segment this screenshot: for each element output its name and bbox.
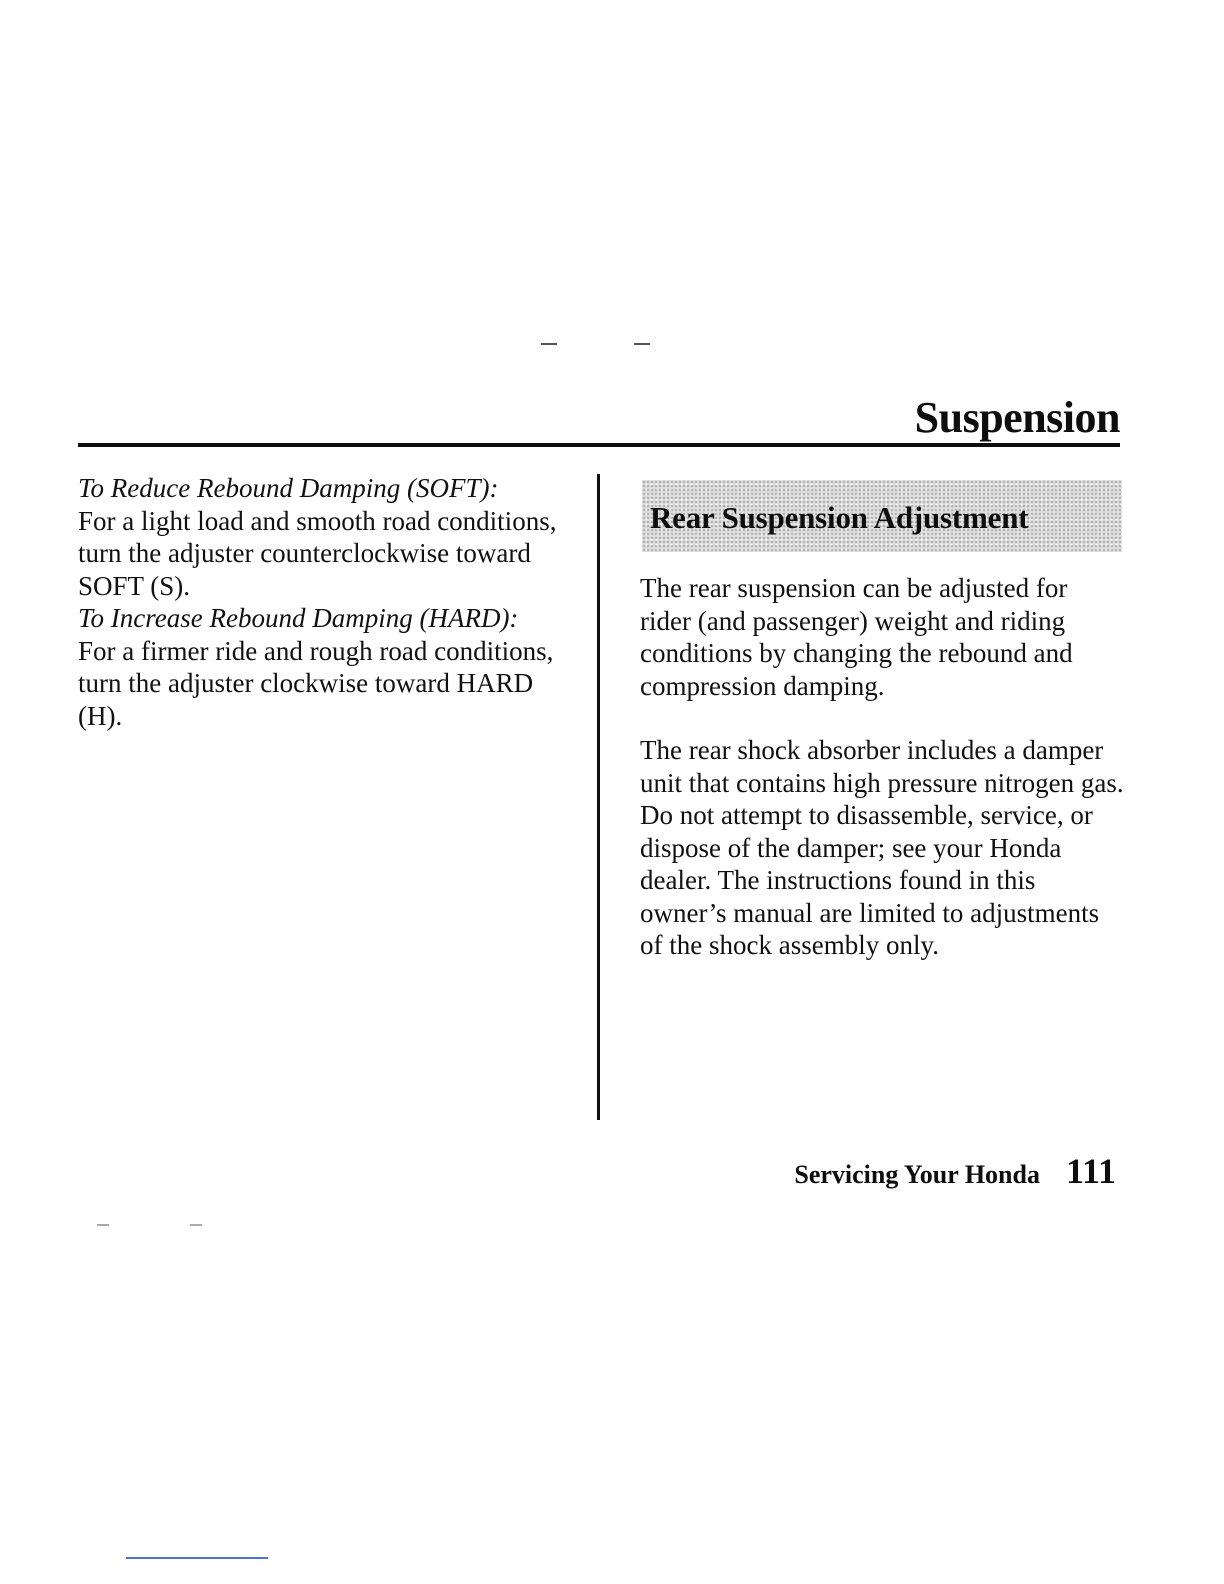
page-number: 111 bbox=[1065, 1151, 1116, 1191]
page-footer bbox=[794, 1150, 1116, 1192]
subheading-reduce-rebound: To Reduce Rebound Damping (SOFT): bbox=[78, 473, 499, 503]
left-column bbox=[78, 472, 578, 732]
scan-mark bbox=[541, 343, 557, 345]
footer-section-name: Servicing Your Honda bbox=[794, 1160, 1040, 1189]
scan-mark bbox=[97, 1224, 109, 1226]
paragraph-reduce-rebound: For a light load and smooth road conditions, turn the adjuster counterclockwise toward SOFT (S). bbox=[78, 505, 557, 601]
paragraph-increase-rebound: For a firmer ride and rough road conditions, turn the adjuster clockwise toward HARD (H). bbox=[78, 635, 554, 731]
scan-mark bbox=[190, 1224, 202, 1226]
section-title: Suspension bbox=[914, 393, 1120, 442]
right-column bbox=[640, 480, 1124, 962]
bottom-rule bbox=[126, 1557, 268, 1559]
title-rule bbox=[78, 443, 1120, 447]
rear-suspension-heading: Rear Suspension Adjustment bbox=[650, 500, 1029, 535]
column-divider bbox=[597, 474, 600, 1120]
heading-band bbox=[642, 480, 1122, 552]
scan-mark bbox=[634, 343, 650, 345]
paragraph-rear-suspension: The rear suspension can be adjusted for rider (and passenger) weight and riding conditions by changing the rebound and compression damping. bbox=[640, 573, 1073, 701]
subheading-increase-rebound: To Increase Rebound Damping (HARD): bbox=[78, 603, 519, 633]
paragraph-shock-absorber: The rear shock absorber includes a damper unit that contains high pressure nitrogen gas. Do not attempt to disassemble, service, or dispose of the damper; see your Honda dealer. The instructions found in this owner’s manual are limited to adjustments of the shock assembly only. bbox=[640, 735, 1124, 960]
